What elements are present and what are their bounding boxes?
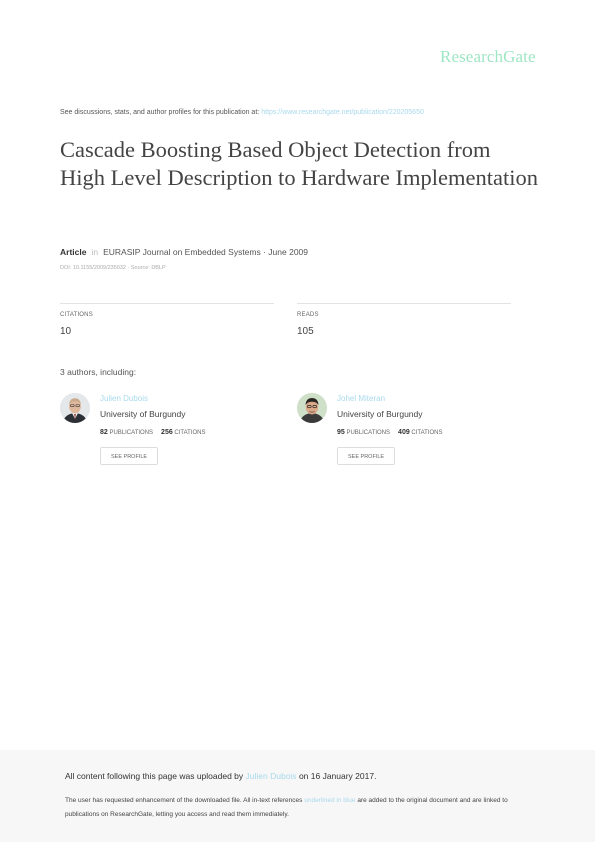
publication-type: Article <box>60 247 87 257</box>
avatar-photo-icon <box>60 393 90 423</box>
publication-venue: EURASIP Journal on Embedded Systems · June 2009 <box>103 247 308 257</box>
authors-suffix: , including: <box>95 367 137 377</box>
doi-line: DOI: 10.1155/2009/235032 · Source: DBLP <box>60 265 166 271</box>
publications-label: PUBLICATIONS <box>109 430 154 436</box>
author-institution: University of Burgundy <box>100 409 186 419</box>
reads-stat <box>297 303 511 337</box>
publications-label: PUBLICATIONS <box>346 430 391 436</box>
reads-label: READS <box>297 312 319 318</box>
avatar[interactable] <box>297 393 327 423</box>
researchgate-logo: ResearchGate <box>440 47 536 66</box>
avatar-photo-icon <box>297 393 327 423</box>
note-prefix: The user has requested enhancement of the downloaded file. All in-text references <box>65 797 303 804</box>
author-citations-label: CITATIONS <box>174 430 206 436</box>
citations-label: CITATIONS <box>60 312 93 318</box>
author-name-link[interactable]: Johel Miteran <box>337 394 386 403</box>
author-citations-count: 409 <box>398 429 410 436</box>
avatar[interactable] <box>60 393 90 423</box>
author-stats <box>100 429 206 436</box>
authors-count: 3 authors <box>60 367 96 377</box>
publications-count: 95 <box>337 429 345 436</box>
publication-meta <box>60 247 308 257</box>
discussions-line <box>60 109 424 116</box>
citations-stat <box>60 303 274 337</box>
enhancement-note <box>65 794 535 822</box>
see-profile-button[interactable]: SEE PROFILE <box>100 447 158 465</box>
note-suffix: are added to the original document and are linked to publications on ResearchGate, letting you access and read them immediately. <box>65 797 508 818</box>
reads-value: 105 <box>297 326 314 337</box>
citations-value: 10 <box>60 326 72 337</box>
publications-count: 82 <box>100 429 108 436</box>
author-citations-count: 256 <box>161 429 173 436</box>
upload-info <box>65 771 376 781</box>
author-institution: University of Burgundy <box>337 409 423 419</box>
upload-prefix: All content following this page was uploaded by <box>65 771 244 781</box>
see-profile-button[interactable]: SEE PROFILE <box>337 447 395 465</box>
publication-link[interactable]: https://www.researchgate.net/publication/220205650 <box>261 109 424 116</box>
uploader-link[interactable]: Julien Dubois <box>245 771 297 781</box>
underlined-link-text: underlined in blue <box>304 797 356 804</box>
author-name-link[interactable]: Julien Dubois <box>100 394 149 403</box>
page-title: Cascade Boosting Based Object Detection from High Level Description to Hardware Implementation <box>60 137 538 190</box>
discussions-text: See discussions, stats, and author profiles for this publication at: <box>60 109 260 116</box>
authors-heading <box>60 367 136 377</box>
author-citations-label: CITATIONS <box>411 430 443 436</box>
author-stats <box>337 429 443 436</box>
upload-footer <box>0 750 595 842</box>
meta-separator: in <box>91 247 99 257</box>
upload-date: on 16 January 2017. <box>298 771 377 781</box>
